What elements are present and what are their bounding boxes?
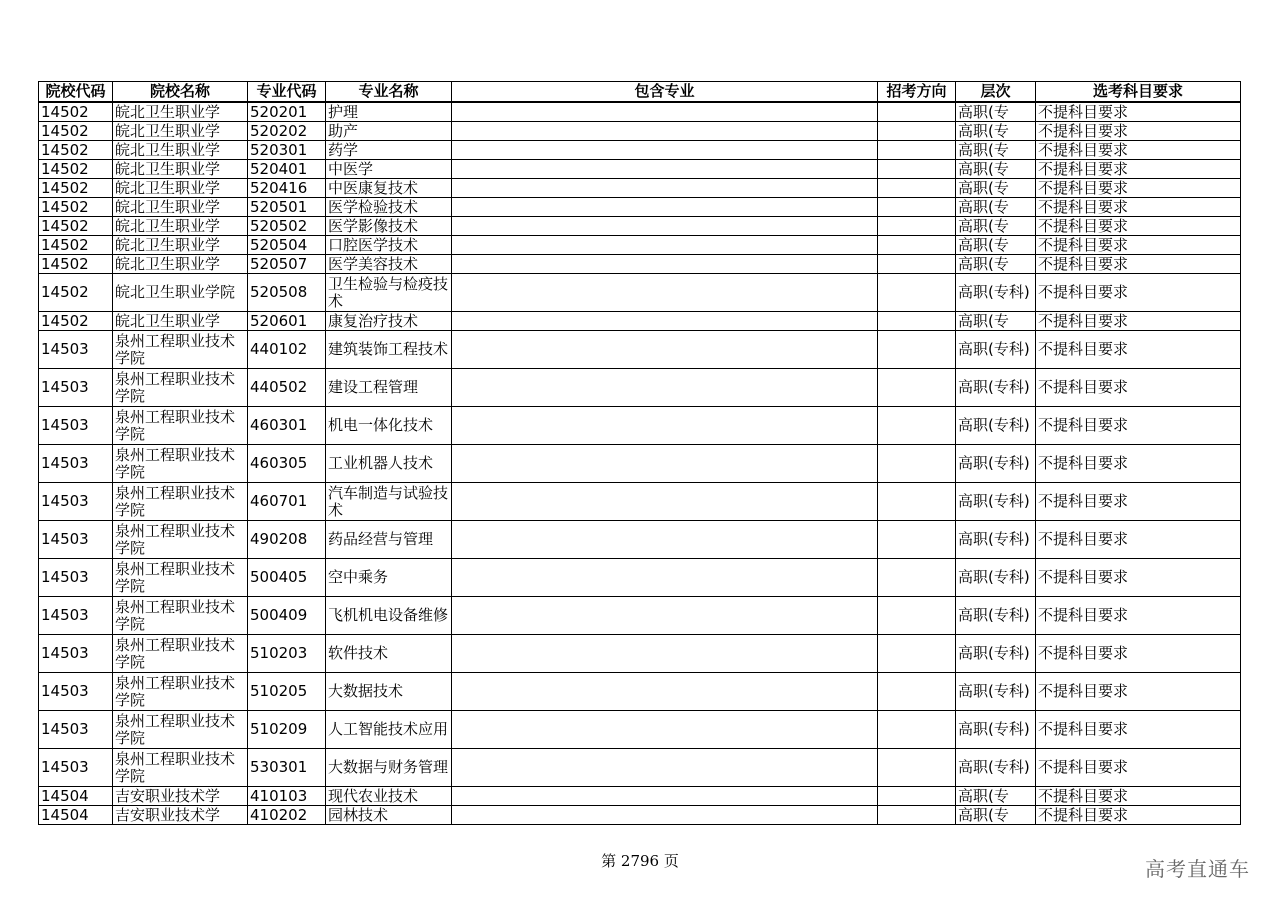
- page-number: 第 2796 页: [601, 852, 679, 870]
- cell-major-name: 医学美容技术: [326, 255, 452, 274]
- cell-school-name: 皖北卫生职业学: [113, 160, 248, 179]
- cell-direction: [878, 160, 956, 179]
- cell-level: 高职(专科): [956, 597, 1036, 635]
- cell-major-name: 中医康复技术: [326, 179, 452, 198]
- cell-included-majors: [452, 806, 878, 825]
- cell-direction: [878, 749, 956, 787]
- cell-included-majors: [452, 255, 878, 274]
- cell-direction: [878, 369, 956, 407]
- table-row: [39, 749, 1241, 787]
- cell-school-name: 泉州工程职业技术学院: [113, 369, 248, 407]
- cell-requirement: 不提科目要求: [1036, 483, 1241, 521]
- cell-direction: [878, 122, 956, 141]
- cell-included-majors: [452, 102, 878, 122]
- cell-direction: [878, 274, 956, 312]
- cell-major-code: 490208: [248, 521, 326, 559]
- cell-requirement: 不提科目要求: [1036, 711, 1241, 749]
- table-row: [39, 331, 1241, 369]
- cell-included-majors: [452, 635, 878, 673]
- cell-included-majors: [452, 122, 878, 141]
- table-row: [39, 255, 1241, 274]
- cell-requirement: 不提科目要求: [1036, 806, 1241, 825]
- cell-major-name: 医学影像技术: [326, 217, 452, 236]
- cell-requirement: 不提科目要求: [1036, 179, 1241, 198]
- cell-requirement: 不提科目要求: [1036, 521, 1241, 559]
- cell-major-name: 药学: [326, 141, 452, 160]
- cell-requirement: 不提科目要求: [1036, 160, 1241, 179]
- table-row: [39, 711, 1241, 749]
- cell-requirement: 不提科目要求: [1036, 407, 1241, 445]
- header-school-name: 院校名称: [113, 82, 248, 103]
- cell-school-code: 14503: [39, 635, 113, 673]
- table-row: [39, 312, 1241, 331]
- cell-major-code: 520501: [248, 198, 326, 217]
- cell-level: 高职(专科): [956, 521, 1036, 559]
- cell-included-majors: [452, 236, 878, 255]
- cell-direction: [878, 217, 956, 236]
- cell-requirement: 不提科目要求: [1036, 141, 1241, 160]
- table-row: [39, 806, 1241, 825]
- cell-school-name: 泉州工程职业技术学院: [113, 673, 248, 711]
- table-header-row: [39, 82, 1241, 103]
- cell-requirement: 不提科目要求: [1036, 787, 1241, 806]
- cell-school-name: 泉州工程职业技术学院: [113, 521, 248, 559]
- cell-included-majors: [452, 217, 878, 236]
- table-row: [39, 597, 1241, 635]
- cell-level: 高职(专: [956, 179, 1036, 198]
- cell-school-code: 14503: [39, 597, 113, 635]
- cell-major-name: 药品经营与管理: [326, 521, 452, 559]
- cell-requirement: 不提科目要求: [1036, 255, 1241, 274]
- cell-level: 高职(专: [956, 236, 1036, 255]
- cell-major-name: 助产: [326, 122, 452, 141]
- cell-school-name: 吉安职业技术学: [113, 787, 248, 806]
- cell-major-code: 520601: [248, 312, 326, 331]
- cell-direction: [878, 597, 956, 635]
- table-body: [39, 102, 1241, 825]
- cell-major-name: 汽车制造与试验技术: [326, 483, 452, 521]
- header-major-code: 专业代码: [248, 82, 326, 103]
- cell-requirement: 不提科目要求: [1036, 559, 1241, 597]
- cell-school-code: 14502: [39, 122, 113, 141]
- cell-requirement: 不提科目要求: [1036, 445, 1241, 483]
- cell-level: 高职(专: [956, 160, 1036, 179]
- cell-major-code: 520202: [248, 122, 326, 141]
- cell-school-code: 14502: [39, 160, 113, 179]
- cell-included-majors: [452, 483, 878, 521]
- cell-level: 高职(专科): [956, 445, 1036, 483]
- cell-school-name: 皖北卫生职业学: [113, 179, 248, 198]
- cell-major-name: 工业机器人技术: [326, 445, 452, 483]
- table-row: [39, 445, 1241, 483]
- cell-level: 高职(专: [956, 198, 1036, 217]
- cell-requirement: 不提科目要求: [1036, 122, 1241, 141]
- cell-school-name: 皖北卫生职业学: [113, 217, 248, 236]
- cell-major-code: 460301: [248, 407, 326, 445]
- cell-major-code: 520502: [248, 217, 326, 236]
- cell-level: 高职(专科): [956, 407, 1036, 445]
- cell-included-majors: [452, 787, 878, 806]
- cell-major-name: 机电一体化技术: [326, 407, 452, 445]
- cell-direction: [878, 711, 956, 749]
- cell-school-code: 14502: [39, 198, 113, 217]
- cell-major-name: 护理: [326, 102, 452, 122]
- cell-major-name: 建筑装饰工程技术: [326, 331, 452, 369]
- cell-included-majors: [452, 369, 878, 407]
- cell-major-code: 520416: [248, 179, 326, 198]
- table-row: [39, 559, 1241, 597]
- header-included-majors: 包含专业: [452, 82, 878, 103]
- cell-direction: [878, 141, 956, 160]
- cell-major-code: 410103: [248, 787, 326, 806]
- table-row: [39, 274, 1241, 312]
- cell-requirement: 不提科目要求: [1036, 635, 1241, 673]
- cell-school-name: 泉州工程职业技术学院: [113, 559, 248, 597]
- cell-direction: [878, 312, 956, 331]
- cell-level: 高职(专: [956, 141, 1036, 160]
- cell-included-majors: [452, 597, 878, 635]
- cell-included-majors: [452, 160, 878, 179]
- cell-school-name: 泉州工程职业技术学院: [113, 597, 248, 635]
- cell-school-name: 泉州工程职业技术学院: [113, 635, 248, 673]
- cell-school-code: 14503: [39, 711, 113, 749]
- cell-included-majors: [452, 312, 878, 331]
- cell-school-code: 14502: [39, 179, 113, 198]
- cell-major-code: 520201: [248, 102, 326, 122]
- cell-direction: [878, 331, 956, 369]
- cell-major-name: 现代农业技术: [326, 787, 452, 806]
- cell-school-code: 14503: [39, 407, 113, 445]
- cell-level: 高职(专科): [956, 673, 1036, 711]
- cell-school-name: 皖北卫生职业学院: [113, 274, 248, 312]
- cell-direction: [878, 255, 956, 274]
- cell-direction: [878, 198, 956, 217]
- table-row: [39, 179, 1241, 198]
- cell-school-code: 14503: [39, 559, 113, 597]
- cell-requirement: 不提科目要求: [1036, 749, 1241, 787]
- cell-school-code: 14502: [39, 102, 113, 122]
- cell-school-code: 14502: [39, 255, 113, 274]
- cell-major-code: 440102: [248, 331, 326, 369]
- cell-included-majors: [452, 274, 878, 312]
- cell-school-name: 泉州工程职业技术学院: [113, 407, 248, 445]
- cell-included-majors: [452, 711, 878, 749]
- cell-major-name: 大数据技术: [326, 673, 452, 711]
- cell-level: 高职(专科): [956, 749, 1036, 787]
- cell-included-majors: [452, 179, 878, 198]
- header-major-name: 专业名称: [326, 82, 452, 103]
- cell-level: 高职(专科): [956, 331, 1036, 369]
- cell-school-name: 皖北卫生职业学: [113, 198, 248, 217]
- cell-school-code: 14502: [39, 274, 113, 312]
- table-row: [39, 635, 1241, 673]
- cell-school-name: 皖北卫生职业学: [113, 255, 248, 274]
- cell-level: 高职(专科): [956, 274, 1036, 312]
- cell-school-name: 皖北卫生职业学: [113, 122, 248, 141]
- table-row: [39, 122, 1241, 141]
- cell-direction: [878, 236, 956, 255]
- cell-included-majors: [452, 331, 878, 369]
- cell-school-name: 泉州工程职业技术学院: [113, 711, 248, 749]
- cell-major-name: 口腔医学技术: [326, 236, 452, 255]
- table-row: [39, 787, 1241, 806]
- cell-school-code: 14503: [39, 331, 113, 369]
- cell-major-code: 440502: [248, 369, 326, 407]
- cell-school-code: 14504: [39, 787, 113, 806]
- cell-school-code: 14502: [39, 217, 113, 236]
- cell-level: 高职(专科): [956, 635, 1036, 673]
- cell-school-name: 皖北卫生职业学: [113, 312, 248, 331]
- cell-included-majors: [452, 673, 878, 711]
- cell-direction: [878, 407, 956, 445]
- cell-school-code: 14504: [39, 806, 113, 825]
- cell-level: 高职(专: [956, 312, 1036, 331]
- cell-level: 高职(专科): [956, 711, 1036, 749]
- cell-requirement: 不提科目要求: [1036, 217, 1241, 236]
- cell-major-code: 520401: [248, 160, 326, 179]
- table-row: [39, 521, 1241, 559]
- cell-direction: [878, 179, 956, 198]
- cell-school-code: 14503: [39, 483, 113, 521]
- cell-level: 高职(专: [956, 806, 1036, 825]
- cell-major-name: 大数据与财务管理: [326, 749, 452, 787]
- cell-major-name: 空中乘务: [326, 559, 452, 597]
- cell-school-name: 吉安职业技术学: [113, 806, 248, 825]
- cell-major-code: 520504: [248, 236, 326, 255]
- cell-school-code: 14502: [39, 236, 113, 255]
- cell-major-name: 飞机机电设备维修: [326, 597, 452, 635]
- cell-major-name: 园林技术: [326, 806, 452, 825]
- header-requirement: 选考科目要求: [1036, 82, 1241, 103]
- cell-direction: [878, 635, 956, 673]
- header-direction: 招考方向: [878, 82, 956, 103]
- cell-major-name: 软件技术: [326, 635, 452, 673]
- cell-level: 高职(专: [956, 255, 1036, 274]
- cell-direction: [878, 787, 956, 806]
- cell-included-majors: [452, 445, 878, 483]
- cell-level: 高职(专: [956, 102, 1036, 122]
- cell-direction: [878, 102, 956, 122]
- cell-major-name: 康复治疗技术: [326, 312, 452, 331]
- cell-major-code: 530301: [248, 749, 326, 787]
- cell-direction: [878, 806, 956, 825]
- cell-included-majors: [452, 198, 878, 217]
- cell-major-name: 卫生检验与检疫技术: [326, 274, 452, 312]
- header-school-code: 院校代码: [39, 82, 113, 103]
- cell-direction: [878, 521, 956, 559]
- cell-school-code: 14503: [39, 673, 113, 711]
- table-row: [39, 102, 1241, 122]
- cell-requirement: 不提科目要求: [1036, 274, 1241, 312]
- header-level: 层次: [956, 82, 1036, 103]
- cell-major-code: 460305: [248, 445, 326, 483]
- cell-direction: [878, 673, 956, 711]
- cell-school-code: 14503: [39, 445, 113, 483]
- cell-requirement: 不提科目要求: [1036, 331, 1241, 369]
- cell-included-majors: [452, 141, 878, 160]
- admission-table: [38, 81, 1241, 825]
- cell-direction: [878, 483, 956, 521]
- cell-included-majors: [452, 559, 878, 597]
- cell-requirement: 不提科目要求: [1036, 369, 1241, 407]
- cell-school-code: 14502: [39, 312, 113, 331]
- cell-major-name: 医学检验技术: [326, 198, 452, 217]
- table-row: [39, 198, 1241, 217]
- table-row: [39, 483, 1241, 521]
- cell-level: 高职(专: [956, 787, 1036, 806]
- cell-major-code: 500405: [248, 559, 326, 597]
- table-row: [39, 673, 1241, 711]
- table-row: [39, 407, 1241, 445]
- cell-direction: [878, 445, 956, 483]
- cell-level: 高职(专科): [956, 483, 1036, 521]
- cell-major-name: 中医学: [326, 160, 452, 179]
- cell-level: 高职(专科): [956, 369, 1036, 407]
- cell-level: 高职(专科): [956, 559, 1036, 597]
- cell-requirement: 不提科目要求: [1036, 198, 1241, 217]
- cell-requirement: 不提科目要求: [1036, 673, 1241, 711]
- cell-included-majors: [452, 521, 878, 559]
- cell-requirement: 不提科目要求: [1036, 236, 1241, 255]
- cell-direction: [878, 559, 956, 597]
- watermark: 高考直通车: [1145, 857, 1250, 881]
- cell-major-name: 人工智能技术应用: [326, 711, 452, 749]
- cell-major-code: 460701: [248, 483, 326, 521]
- cell-requirement: 不提科目要求: [1036, 102, 1241, 122]
- cell-major-code: 510203: [248, 635, 326, 673]
- cell-major-name: 建设工程管理: [326, 369, 452, 407]
- cell-major-code: 410202: [248, 806, 326, 825]
- table-row: [39, 236, 1241, 255]
- cell-requirement: 不提科目要求: [1036, 597, 1241, 635]
- cell-school-code: 14503: [39, 521, 113, 559]
- cell-level: 高职(专: [956, 217, 1036, 236]
- table-row: [39, 369, 1241, 407]
- cell-included-majors: [452, 407, 878, 445]
- cell-major-code: 500409: [248, 597, 326, 635]
- cell-school-code: 14503: [39, 749, 113, 787]
- cell-school-name: 皖北卫生职业学: [113, 102, 248, 122]
- cell-school-code: 14502: [39, 141, 113, 160]
- cell-major-code: 510209: [248, 711, 326, 749]
- cell-school-name: 泉州工程职业技术学院: [113, 749, 248, 787]
- cell-school-name: 泉州工程职业技术学院: [113, 483, 248, 521]
- cell-school-name: 泉州工程职业技术学院: [113, 331, 248, 369]
- cell-major-code: 510205: [248, 673, 326, 711]
- cell-school-name: 皖北卫生职业学: [113, 141, 248, 160]
- cell-requirement: 不提科目要求: [1036, 312, 1241, 331]
- cell-school-name: 皖北卫生职业学: [113, 236, 248, 255]
- cell-school-name: 泉州工程职业技术学院: [113, 445, 248, 483]
- table-row: [39, 141, 1241, 160]
- cell-major-code: 520301: [248, 141, 326, 160]
- table-row: [39, 217, 1241, 236]
- cell-level: 高职(专: [956, 122, 1036, 141]
- table-row: [39, 160, 1241, 179]
- cell-included-majors: [452, 749, 878, 787]
- cell-school-code: 14503: [39, 369, 113, 407]
- cell-major-code: 520507: [248, 255, 326, 274]
- cell-major-code: 520508: [248, 274, 326, 312]
